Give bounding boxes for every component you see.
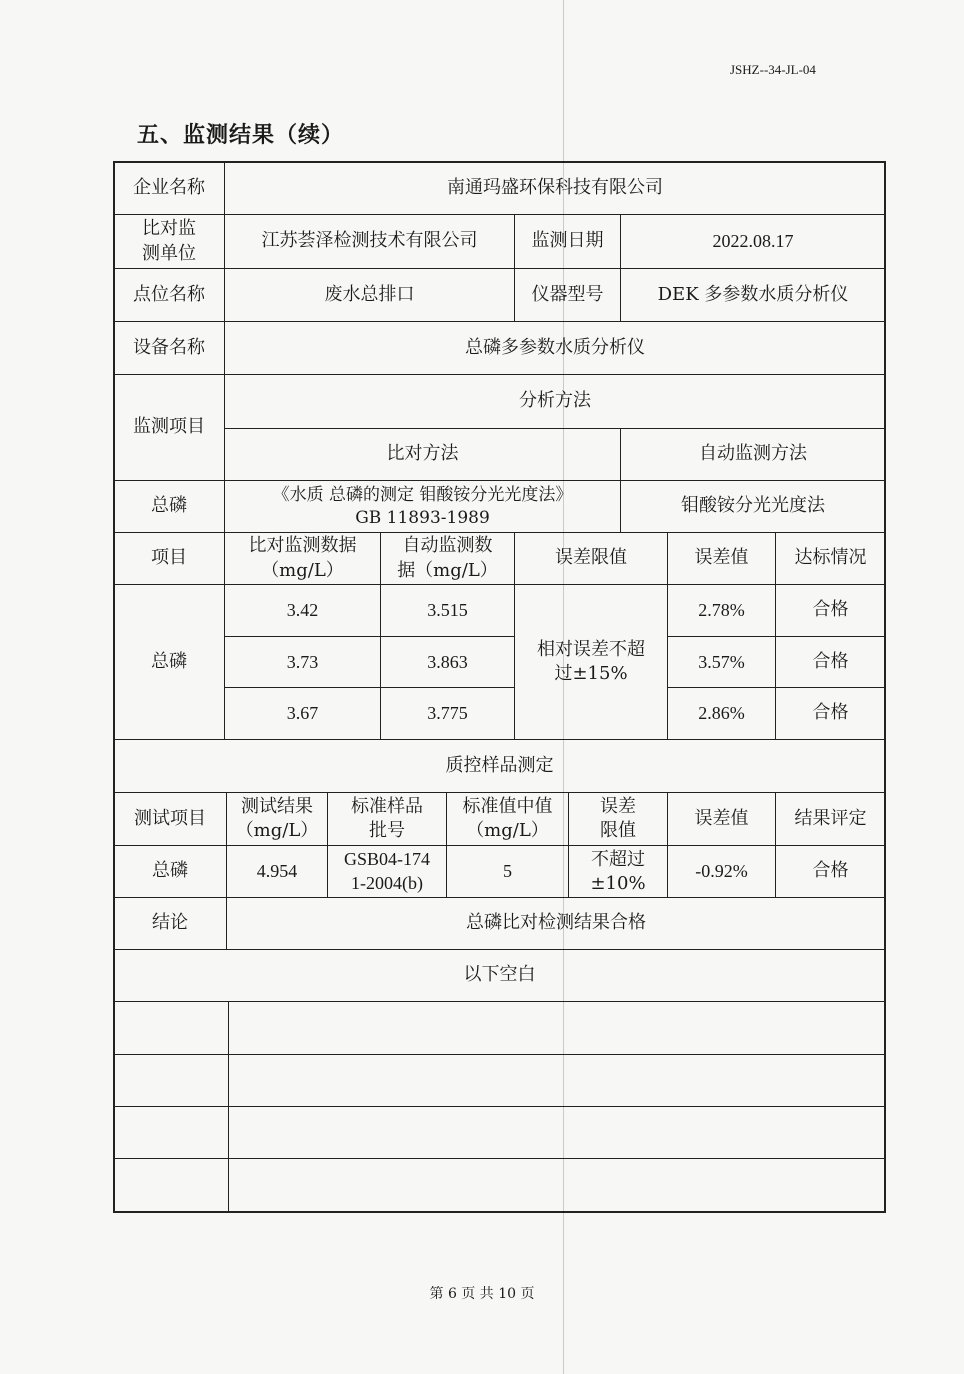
qc-error: -0.92% [667, 845, 776, 898]
empty-cell [113, 1001, 229, 1055]
cmp-row-1-error: 2.78% [667, 584, 776, 637]
cmp-row-1-auto: 3.515 [380, 584, 515, 637]
qc-evaluation: 合格 [775, 845, 886, 898]
qc-header-batch: 标准样品 批号 [327, 792, 447, 846]
page-number: 第 6 页 共 10 页 [429, 1286, 535, 1302]
cmp-limit: 相对误差不超 过±15% [514, 584, 668, 740]
cmp-row-3-status: 合格 [775, 687, 886, 740]
cmp-row-1-status: 合格 [775, 584, 886, 637]
empty-cell [113, 1106, 229, 1159]
point-label: 点位名称 [113, 268, 225, 322]
empty-cell [228, 1001, 886, 1055]
auto-method-value: 钼酸铵分光光度法 [620, 480, 886, 533]
cmp-row-3-auto: 3.775 [380, 687, 515, 740]
empty-cell [228, 1158, 886, 1213]
conclusion-text: 总磷比对检测结果合格 [226, 897, 886, 950]
qc-title: 质控样品测定 [113, 739, 886, 793]
cmp-row-2-error: 3.57% [667, 636, 776, 688]
qc-header-result: 测试结果 （mg/L） [226, 792, 328, 846]
cmp-header-status: 达标情况 [775, 532, 886, 585]
equipment-value: 总磷多参数水质分析仪 [224, 321, 886, 375]
document-code: JSHZ--34-JL-04 [730, 62, 816, 77]
empty-cell [113, 1054, 229, 1107]
qc-item: 总磷 [113, 845, 227, 898]
unit-label: 比对监 测单位 [113, 214, 225, 269]
qc-header-error: 误差值 [667, 792, 776, 846]
scan-fold-line [563, 0, 564, 1374]
cmp-row-2-auto: 3.863 [380, 636, 515, 688]
qc-limit: 不超过 ±10% [568, 845, 668, 898]
monitoring-item-label: 监测项目 [113, 374, 225, 481]
qc-result: 4.954 [226, 845, 328, 898]
qc-header-std: 标准值中值 （mg/L） [446, 792, 569, 846]
compare-method-header: 比对方法 [224, 428, 621, 481]
section-title: 五、监测结果（续） [137, 122, 345, 148]
qc-header-evaluation: 结果评定 [775, 792, 886, 846]
cmp-row-3-compare: 3.67 [224, 687, 381, 740]
point-value: 废水总排口 [224, 268, 515, 322]
cmp-header-error: 误差值 [667, 532, 776, 585]
qc-std-value: 5 [446, 845, 569, 898]
empty-cell [113, 1158, 229, 1213]
cmp-row-3-error: 2.86% [667, 687, 776, 740]
analysis-method-header: 分析方法 [224, 374, 886, 429]
cmp-row-2-status: 合格 [775, 636, 886, 688]
blank-note: 以下空白 [113, 949, 886, 1002]
qc-header-item: 测试项目 [113, 792, 227, 846]
company-value: 南通玛盛环保科技有限公司 [224, 161, 886, 215]
empty-cell [228, 1106, 886, 1159]
cmp-row-2-compare: 3.73 [224, 636, 381, 688]
equipment-label: 设备名称 [113, 321, 225, 375]
company-label: 企业名称 [113, 161, 225, 215]
conclusion-label: 结论 [113, 897, 227, 950]
date-value: 2022.08.17 [620, 214, 886, 269]
method-item: 总磷 [113, 480, 225, 533]
cmp-header-auto: 自动监测数 据（mg/L） [380, 532, 515, 585]
cmp-row-1-compare: 3.42 [224, 584, 381, 637]
cmp-header-compare: 比对监测数据 （mg/L） [224, 532, 381, 585]
date-label: 监测日期 [514, 214, 621, 269]
instrument-value: DEK 多参数水质分析仪 [620, 268, 886, 322]
qc-batch: GSB04-174 1-2004(b) [327, 845, 447, 898]
unit-value: 江苏荟泽检测技术有限公司 [224, 214, 515, 269]
empty-cell [228, 1054, 886, 1107]
compare-method-value: 《水质 总磷的测定 钼酸铵分光光度法》 GB 11893-1989 [224, 480, 621, 533]
instrument-label: 仪器型号 [514, 268, 621, 322]
cmp-header-item: 项目 [113, 532, 225, 585]
cmp-item: 总磷 [113, 584, 225, 740]
auto-method-header: 自动监测方法 [620, 428, 886, 481]
cmp-header-limit: 误差限值 [514, 532, 668, 585]
qc-header-limit: 误差 限值 [568, 792, 668, 846]
